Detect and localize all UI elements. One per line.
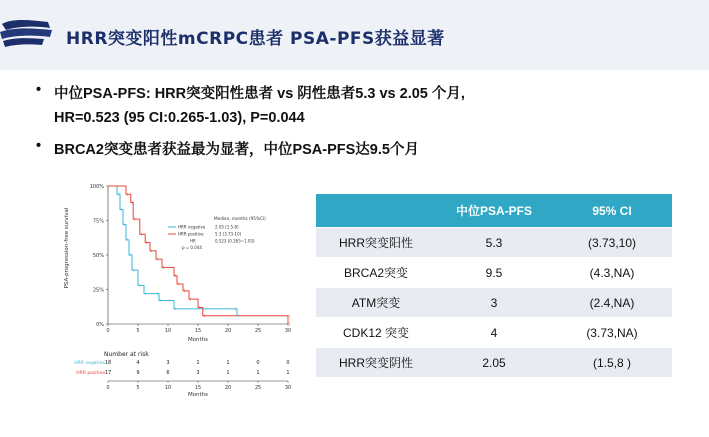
risk-value: 1 (286, 370, 290, 376)
brush-logo-icon (0, 14, 54, 52)
y-tick-label: 75% (92, 218, 104, 225)
x-tick-label: 20 (224, 328, 232, 334)
series-line-hrr-positive (108, 186, 288, 324)
risk-row-label: HRR positive (76, 371, 105, 376)
table-cell-group: ATM突变 (351, 296, 401, 310)
risk-x-tick-label: 5 (136, 385, 140, 391)
table-row (316, 318, 672, 348)
x-axis-label: Months (187, 337, 209, 343)
risk-value: 3 (166, 360, 170, 366)
y-tick-label: 100% (89, 183, 104, 190)
chart-legend (168, 216, 266, 250)
bullet-text: 中位PSA-PFS: HRR突变阳性患者 vs 阴性患者5.3 vs 2.05 个月, (54, 86, 465, 102)
legend-hr-label: HR (190, 238, 196, 244)
risk-value: 6 (166, 370, 170, 376)
risk-table-title: Number at risk (104, 351, 149, 358)
km-chart-svg (60, 178, 300, 400)
table-cell-group: BRCA2突变 (343, 266, 408, 280)
x-tick-label: 10 (164, 328, 172, 334)
risk-axis-label: Months (187, 392, 209, 398)
table-row (316, 228, 672, 258)
risk-value: 0 (256, 360, 260, 366)
bullet-dot: • (36, 138, 42, 154)
table-cell-group: HRR突变阳性 (339, 236, 413, 250)
y-tick-label: 25% (92, 287, 104, 294)
x-tick-label: 15 (194, 328, 202, 334)
km-chart (60, 178, 300, 400)
x-tick-label: 30 (284, 328, 292, 334)
risk-value: 0 (286, 360, 290, 366)
table-cell-ci: (1.5,8 ) (592, 355, 631, 370)
table-row (316, 258, 672, 288)
risk-value: 4 (136, 360, 140, 366)
table-cell-median: 9.5 (485, 265, 503, 280)
legend-positive-label: HRR positive (178, 231, 204, 237)
risk-value: 3 (196, 370, 200, 376)
pfs-table (316, 194, 672, 378)
series-line-hrr-negative (108, 186, 237, 316)
table-cell-median: 2.05 (482, 355, 506, 370)
table-cell-group: CDK12 突变 (342, 326, 410, 340)
legend-negative-value: 2.05 (1.5-8) (215, 224, 239, 230)
x-tick-label: 5 (136, 328, 140, 334)
table-cell-median: 3 (490, 295, 498, 310)
risk-value: 1 (226, 360, 230, 366)
legend-negative-label: HRR negative (178, 224, 206, 230)
risk-value: 1 (226, 370, 230, 376)
table-header-cell: 95% CI (592, 203, 632, 218)
bullet-text: HR=0.523 (95 CI:0.265-1.03), P=0.044 (54, 110, 305, 126)
y-axis-label: PSA-progression-free survival (64, 207, 70, 289)
risk-value: 1 (196, 360, 200, 366)
table-cell-ci: (3.73,10) (587, 235, 637, 250)
risk-row-label: HRR negative (74, 361, 105, 366)
risk-x-tick-label: 0 (106, 385, 110, 391)
risk-x-tick-label: 10 (164, 385, 172, 391)
legend-hr-value: 0.523 (0.265~1.03) (215, 238, 255, 244)
legend-positive-value: 5.3 (3.73-10) (215, 231, 242, 237)
bullet-text: BRCA2突变患者获益最为显著，中位PSA-PFS达9.5个月 (54, 142, 419, 158)
risk-x-tick-label: 30 (284, 385, 292, 391)
legend-header: Median, months (95%CI) (214, 216, 266, 221)
slide-title: HRR突变阳性mCRPC患者 PSA-PFS获益显著 (66, 29, 445, 49)
risk-value: 17 (104, 370, 112, 376)
y-tick-label: 0% (96, 321, 104, 328)
risk-x-tick-label: 15 (194, 385, 202, 391)
risk-value: 18 (104, 360, 112, 366)
risk-x-tick-label: 20 (224, 385, 232, 391)
table-cell-ci: (3.73,NA) (586, 325, 638, 340)
x-tick-label: 25 (254, 328, 262, 334)
table-cell-group: HRR突变阴性 (339, 356, 413, 370)
legend-p-value: p = 0.044 (182, 245, 202, 250)
bullet-dot: • (36, 82, 42, 98)
table-row (316, 348, 672, 378)
table-cell-ci: (4.3,NA) (589, 265, 635, 280)
slide-header (0, 0, 709, 70)
table-cell-ci: (2.4,NA) (589, 295, 635, 310)
risk-value: 9 (136, 370, 140, 376)
table-header-cell: 中位PSA-PFS (455, 204, 532, 218)
table-row (316, 288, 672, 318)
risk-value: 1 (256, 370, 260, 376)
table-cell-median: 4 (490, 325, 498, 340)
x-tick-label: 0 (106, 328, 110, 334)
risk-x-tick-label: 25 (254, 385, 262, 391)
table-cell-median: 5.3 (485, 235, 503, 250)
table-header-row (316, 194, 672, 228)
y-tick-label: 50% (92, 252, 104, 259)
